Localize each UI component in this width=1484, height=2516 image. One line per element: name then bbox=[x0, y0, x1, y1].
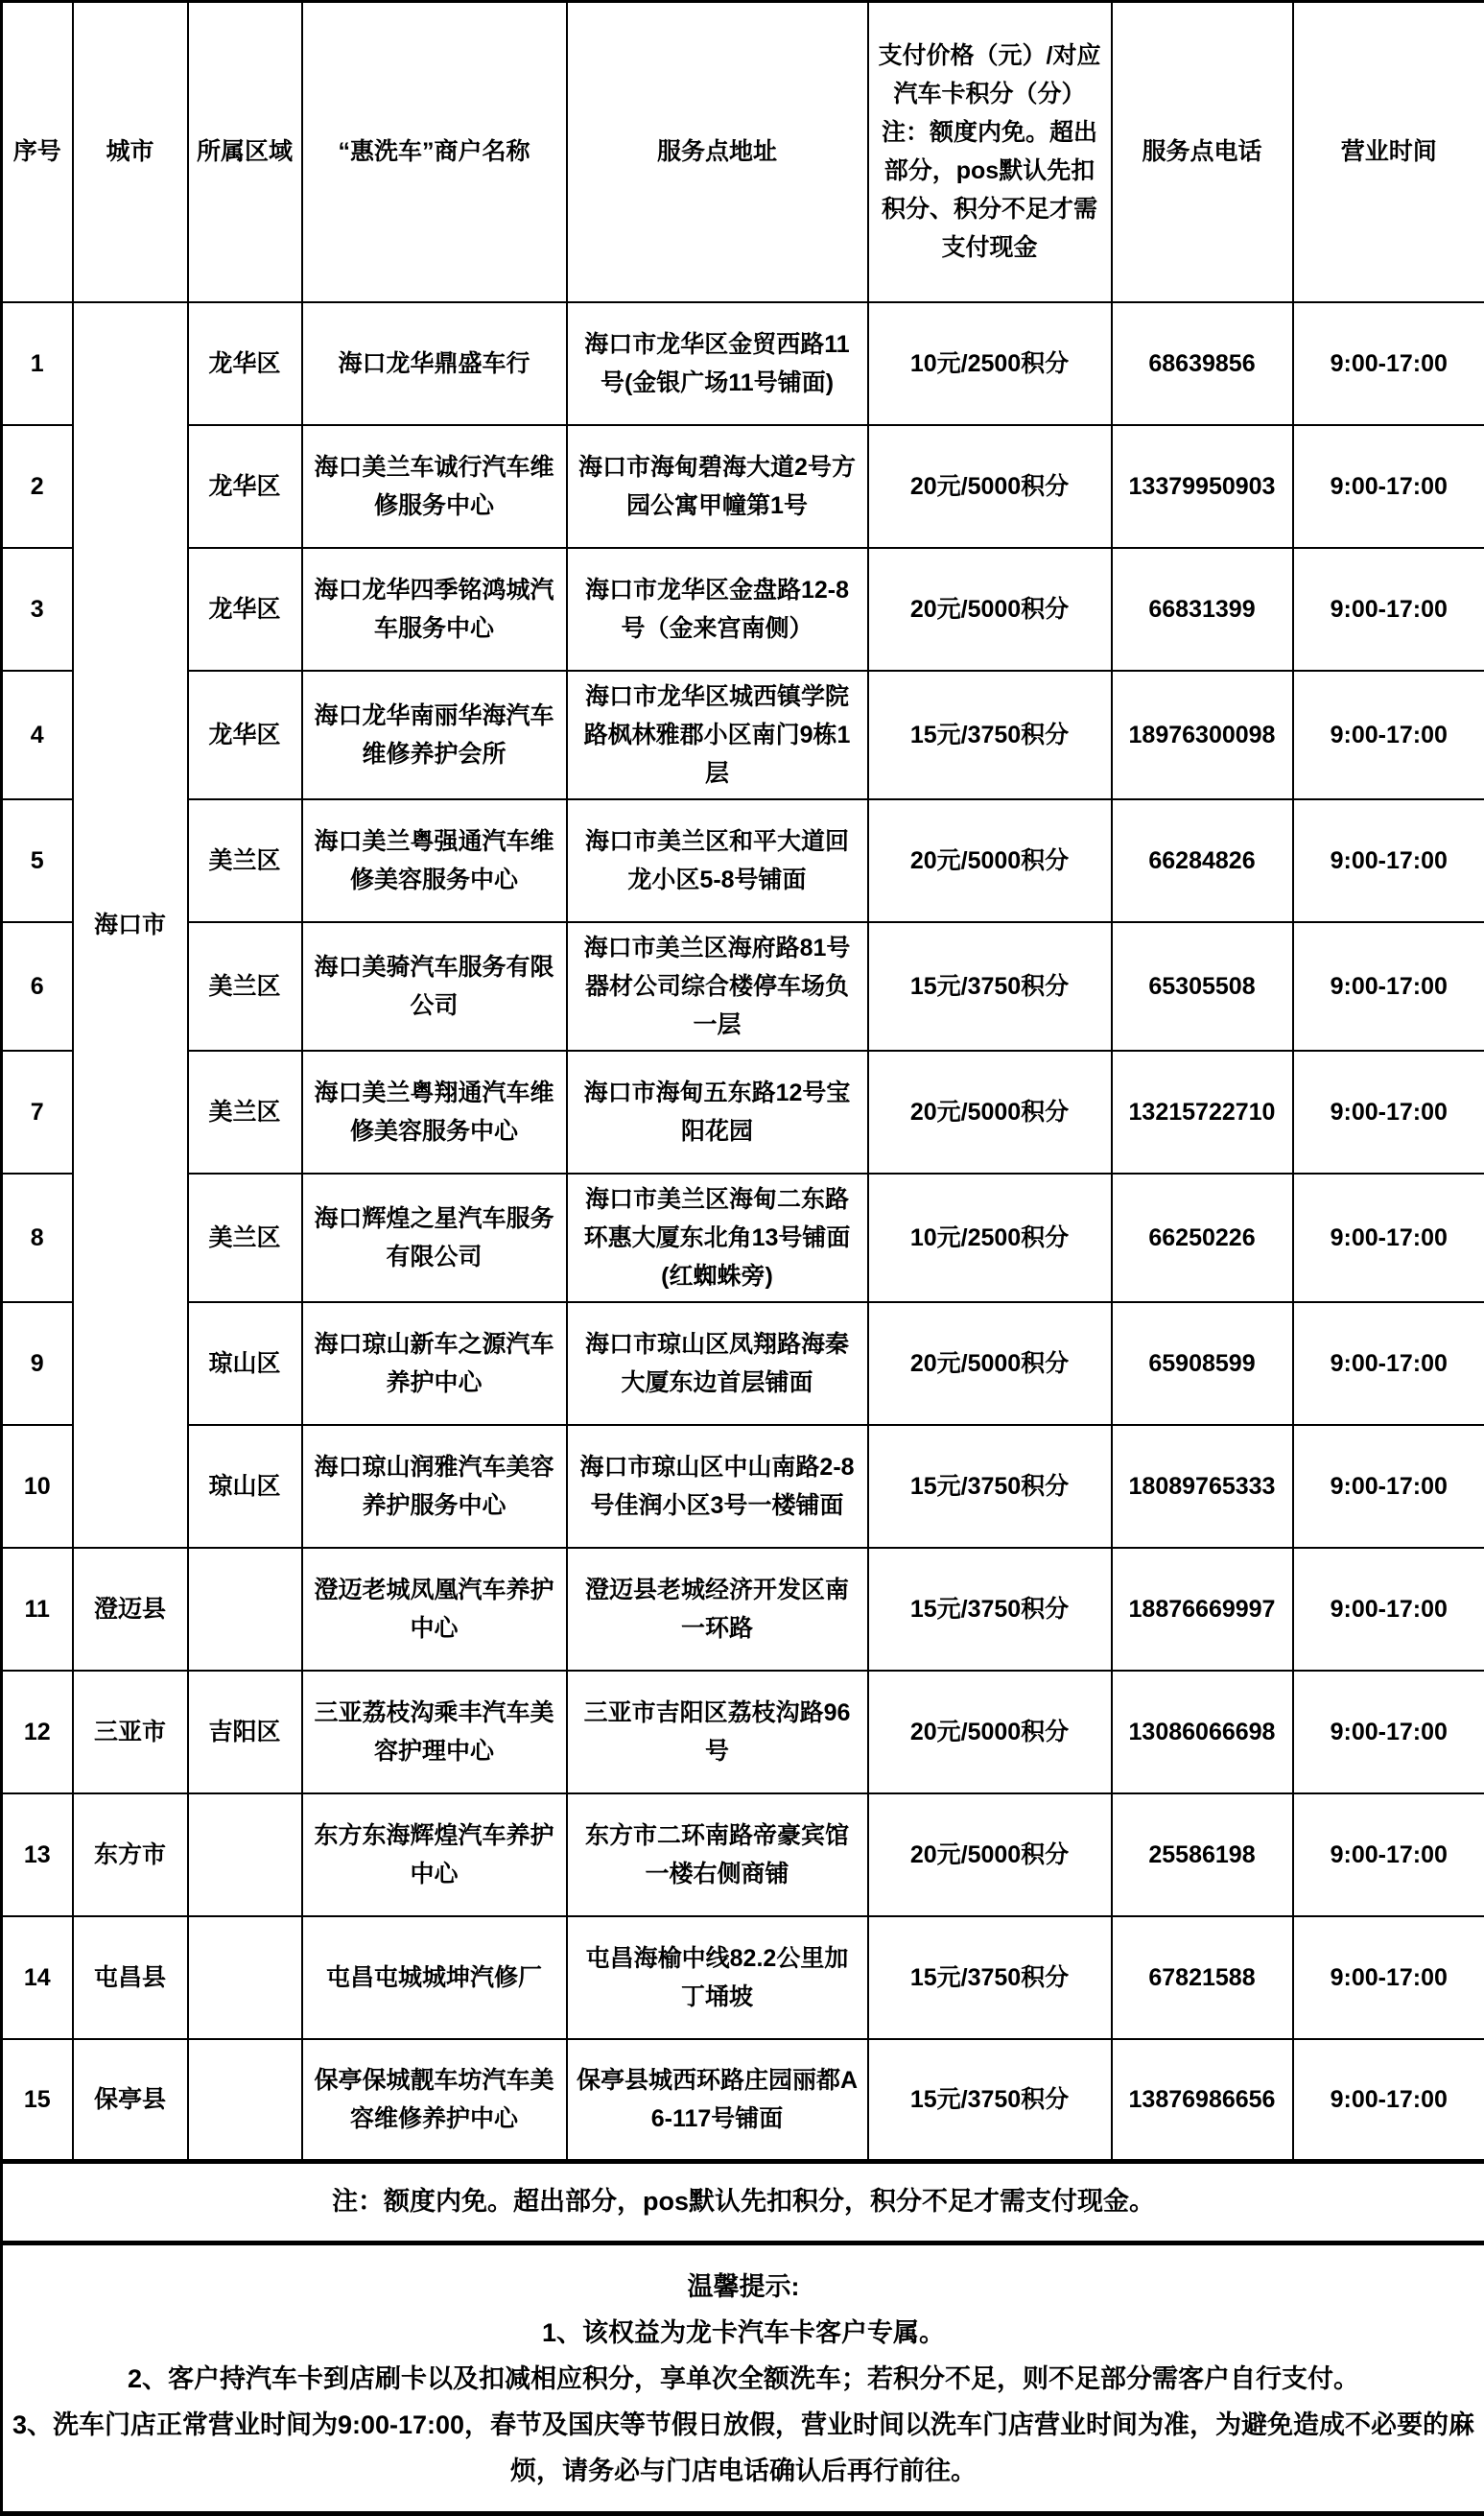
cell-merchant: 海口龙华四季铭鸿城汽车服务中心 bbox=[302, 548, 567, 671]
cell-phone: 67821588 bbox=[1112, 1916, 1293, 2039]
cell-city-haikou: 海口市 bbox=[73, 302, 188, 1548]
cell-no: 14 bbox=[2, 1916, 73, 2039]
cell-price: 15元/3750积分 bbox=[868, 671, 1112, 799]
cell-city: 保亭县 bbox=[73, 2039, 188, 2162]
cell-address: 海口市龙华区金贸西路11号(金银广场11号铺面) bbox=[567, 302, 868, 425]
cell-price: 15元/3750积分 bbox=[868, 1916, 1112, 2039]
cell-phone: 18876669997 bbox=[1112, 1548, 1293, 1671]
cell-region: 龙华区 bbox=[188, 425, 302, 548]
cell-address: 三亚市吉阳区荔枝沟路96号 bbox=[567, 1671, 868, 1793]
cell-address: 海口市龙华区金盘路12-8号（金来宫南侧） bbox=[567, 548, 868, 671]
cell-no: 4 bbox=[2, 671, 73, 799]
cell-no: 1 bbox=[2, 302, 73, 425]
table-row bbox=[2, 425, 1484, 548]
cell-city: 澄迈县 bbox=[73, 1548, 188, 1671]
cell-phone: 13086066698 bbox=[1112, 1671, 1293, 1793]
price-header-title: 支付价格（元）/对应汽车卡积分（分） bbox=[877, 36, 1103, 113]
cell-phone: 65908599 bbox=[1112, 1302, 1293, 1425]
note-text: 注：额度内免。超出部分，pos默认先扣积分，积分不足才需支付现金。 bbox=[2, 2162, 1484, 2243]
cell-merchant: 海口琼山新车之源汽车养护中心 bbox=[302, 1302, 567, 1425]
cell-address: 海口市美兰区海府路81号器材公司综合楼停车场负一层 bbox=[567, 922, 868, 1051]
cell-phone: 66284826 bbox=[1112, 799, 1293, 922]
table-row bbox=[2, 671, 1484, 799]
cell-city: 东方市 bbox=[73, 1793, 188, 1916]
cell-region bbox=[188, 1916, 302, 2039]
cell-merchant: 海口龙华南丽华海汽车维修养护会所 bbox=[302, 671, 567, 799]
cell-phone: 18089765333 bbox=[1112, 1425, 1293, 1548]
cell-address: 保亭县城西环路庄园丽都A6-117号铺面 bbox=[567, 2039, 868, 2162]
cell-hours: 9:00-17:00 bbox=[1293, 425, 1484, 548]
cell-region: 吉阳区 bbox=[188, 1671, 302, 1793]
cell-region: 龙华区 bbox=[188, 302, 302, 425]
cell-hours: 9:00-17:00 bbox=[1293, 922, 1484, 1051]
cell-price: 20元/5000积分 bbox=[868, 548, 1112, 671]
cell-phone: 66831399 bbox=[1112, 548, 1293, 671]
cell-region: 龙华区 bbox=[188, 671, 302, 799]
cell-no: 10 bbox=[2, 1425, 73, 1548]
table-row bbox=[2, 1425, 1484, 1548]
cell-region: 琼山区 bbox=[188, 1425, 302, 1548]
cell-phone: 25586198 bbox=[1112, 1793, 1293, 1916]
cell-merchant: 海口美兰车诚行汽车维修服务中心 bbox=[302, 425, 567, 548]
cell-region bbox=[188, 2039, 302, 2162]
cell-phone: 68639856 bbox=[1112, 302, 1293, 425]
col-header-price bbox=[868, 2, 1112, 302]
cell-hours: 9:00-17:00 bbox=[1293, 1671, 1484, 1793]
table-row bbox=[2, 922, 1484, 1051]
cell-address: 东方市二环南路帝豪宾馆一楼右侧商铺 bbox=[567, 1793, 868, 1916]
table-note-row bbox=[2, 2162, 1484, 2243]
cell-phone: 13215722710 bbox=[1112, 1051, 1293, 1174]
cell-no: 6 bbox=[2, 922, 73, 1051]
cell-price: 20元/5000积分 bbox=[868, 1051, 1112, 1174]
cell-address: 海口市龙华区城西镇学院路枫林雅郡小区南门9栋1层 bbox=[567, 671, 868, 799]
price-header-note: 注：额度内免。超出部分，pos默认先扣积分、积分不足才需支付现金 bbox=[877, 113, 1103, 267]
cell-hours: 9:00-17:00 bbox=[1293, 1916, 1484, 2039]
cell-no: 12 bbox=[2, 1671, 73, 1793]
cell-price: 20元/5000积分 bbox=[868, 1793, 1112, 1916]
table-header-row bbox=[2, 2, 1484, 302]
cell-no: 11 bbox=[2, 1548, 73, 1671]
table-row bbox=[2, 1793, 1484, 1916]
cell-hours: 9:00-17:00 bbox=[1293, 1051, 1484, 1174]
cell-address: 海口市海甸碧海大道2号方园公寓甲幢第1号 bbox=[567, 425, 868, 548]
cell-no: 9 bbox=[2, 1302, 73, 1425]
cell-address: 海口市美兰区海甸二东路环惠大厦东北角13号铺面(红蜘蛛旁) bbox=[567, 1174, 868, 1302]
cell-hours: 9:00-17:00 bbox=[1293, 799, 1484, 922]
cell-phone: 66250226 bbox=[1112, 1174, 1293, 1302]
table-row bbox=[2, 799, 1484, 922]
cell-region: 美兰区 bbox=[188, 1051, 302, 1174]
tips-block bbox=[2, 2243, 1484, 2514]
cell-region: 龙华区 bbox=[188, 548, 302, 671]
cell-phone: 18976300098 bbox=[1112, 671, 1293, 799]
cell-price: 15元/3750积分 bbox=[868, 1548, 1112, 1671]
col-header-no: 序号 bbox=[2, 2, 73, 302]
cell-merchant: 海口龙华鼎盛车行 bbox=[302, 302, 567, 425]
cell-hours: 9:00-17:00 bbox=[1293, 548, 1484, 671]
table-row bbox=[2, 1302, 1484, 1425]
cell-address: 屯昌海榆中线82.2公里加丁埇坡 bbox=[567, 1916, 868, 2039]
tips-line-1: 1、该权益为龙卡汽车卡客户专属。 bbox=[11, 2310, 1476, 2356]
cell-address: 海口市琼山区中山南路2-8号佳润小区3号一楼铺面 bbox=[567, 1425, 868, 1548]
cell-no: 8 bbox=[2, 1174, 73, 1302]
cell-hours: 9:00-17:00 bbox=[1293, 1174, 1484, 1302]
cell-region bbox=[188, 1548, 302, 1671]
col-header-region: 所属区域 bbox=[188, 2, 302, 302]
tips-line-3: 3、洗车门店正常营业时间为9:00-17:00，春节及国庆等节假日放假，营业时间以洗车门店营业时间为准，为避免造成不必要的麻烦，请务必与门店电话确认后再行前往。 bbox=[11, 2402, 1476, 2494]
table-row bbox=[2, 1548, 1484, 1671]
cell-price: 20元/5000积分 bbox=[868, 799, 1112, 922]
cell-no: 15 bbox=[2, 2039, 73, 2162]
table-row bbox=[2, 548, 1484, 671]
cell-address: 海口市美兰区和平大道回龙小区5-8号铺面 bbox=[567, 799, 868, 922]
table-row bbox=[2, 1671, 1484, 1793]
cell-no: 3 bbox=[2, 548, 73, 671]
tips-line-2: 2、客户持汽车卡到店刷卡以及扣减相应积分，享单次全额洗车；若积分不足，则不足部分需客户自行支付。 bbox=[11, 2356, 1476, 2402]
cell-merchant: 海口辉煌之星汽车服务有限公司 bbox=[302, 1174, 567, 1302]
cell-no: 13 bbox=[2, 1793, 73, 1916]
cell-hours: 9:00-17:00 bbox=[1293, 302, 1484, 425]
cell-region bbox=[188, 1793, 302, 1916]
cell-region: 美兰区 bbox=[188, 799, 302, 922]
cell-price: 15元/3750积分 bbox=[868, 922, 1112, 1051]
cell-city: 屯昌县 bbox=[73, 1916, 188, 2039]
cell-phone: 65305508 bbox=[1112, 922, 1293, 1051]
cell-price: 10元/2500积分 bbox=[868, 302, 1112, 425]
cell-merchant: 海口美兰粤强通汽车维修美容服务中心 bbox=[302, 799, 567, 922]
cell-price: 15元/3750积分 bbox=[868, 2039, 1112, 2162]
cell-region: 美兰区 bbox=[188, 922, 302, 1051]
cell-price: 20元/5000积分 bbox=[868, 1671, 1112, 1793]
table-row bbox=[2, 1174, 1484, 1302]
table-row bbox=[2, 1916, 1484, 2039]
col-header-city: 城市 bbox=[73, 2, 188, 302]
cell-hours: 9:00-17:00 bbox=[1293, 1548, 1484, 1671]
cell-address: 海口市琼山区凤翔路海秦大厦东边首层铺面 bbox=[567, 1302, 868, 1425]
table-tips-row bbox=[2, 2243, 1484, 2514]
col-header-merchant: “惠洗车”商户名称 bbox=[302, 2, 567, 302]
cell-price: 20元/5000积分 bbox=[868, 425, 1112, 548]
cell-merchant: 海口美骑汽车服务有限公司 bbox=[302, 922, 567, 1051]
table-row bbox=[2, 1051, 1484, 1174]
cell-merchant: 保亭保城靓车坊汽车美容维修养护中心 bbox=[302, 2039, 567, 2162]
cell-merchant: 三亚荔枝沟乘丰汽车美容护理中心 bbox=[302, 1671, 567, 1793]
cell-region: 美兰区 bbox=[188, 1174, 302, 1302]
col-header-address: 服务点地址 bbox=[567, 2, 868, 302]
tips-title: 温馨提示: bbox=[11, 2264, 1476, 2310]
cell-hours: 9:00-17:00 bbox=[1293, 1425, 1484, 1548]
col-header-hours: 营业时间 bbox=[1293, 2, 1484, 302]
cell-merchant: 海口美兰粤翔通汽车维修美容服务中心 bbox=[302, 1051, 567, 1174]
cell-merchant: 海口琼山润雅汽车美容养护服务中心 bbox=[302, 1425, 567, 1548]
cell-address: 澄迈县老城经济开发区南一环路 bbox=[567, 1548, 868, 1671]
col-header-phone: 服务点电话 bbox=[1112, 2, 1293, 302]
cell-city: 三亚市 bbox=[73, 1671, 188, 1793]
cell-hours: 9:00-17:00 bbox=[1293, 1302, 1484, 1425]
cell-no: 2 bbox=[2, 425, 73, 548]
cell-merchant: 屯昌屯城城坤汽修厂 bbox=[302, 1916, 567, 2039]
cell-merchant: 澄迈老城凤凰汽车养护中心 bbox=[302, 1548, 567, 1671]
cell-hours: 9:00-17:00 bbox=[1293, 671, 1484, 799]
table-row bbox=[2, 2039, 1484, 2162]
cell-hours: 9:00-17:00 bbox=[1293, 1793, 1484, 1916]
cell-phone: 13876986656 bbox=[1112, 2039, 1293, 2162]
cell-hours: 9:00-17:00 bbox=[1293, 2039, 1484, 2162]
cell-phone: 13379950903 bbox=[1112, 425, 1293, 548]
cell-no: 7 bbox=[2, 1051, 73, 1174]
table-row bbox=[2, 302, 1484, 425]
cell-price: 15元/3750积分 bbox=[868, 1425, 1112, 1548]
cell-address: 海口市海甸五东路12号宝阳花园 bbox=[567, 1051, 868, 1174]
cell-region: 琼山区 bbox=[188, 1302, 302, 1425]
cell-no: 5 bbox=[2, 799, 73, 922]
cell-price: 20元/5000积分 bbox=[868, 1302, 1112, 1425]
cell-price: 10元/2500积分 bbox=[868, 1174, 1112, 1302]
cell-merchant: 东方东海辉煌汽车养护中心 bbox=[302, 1793, 567, 1916]
